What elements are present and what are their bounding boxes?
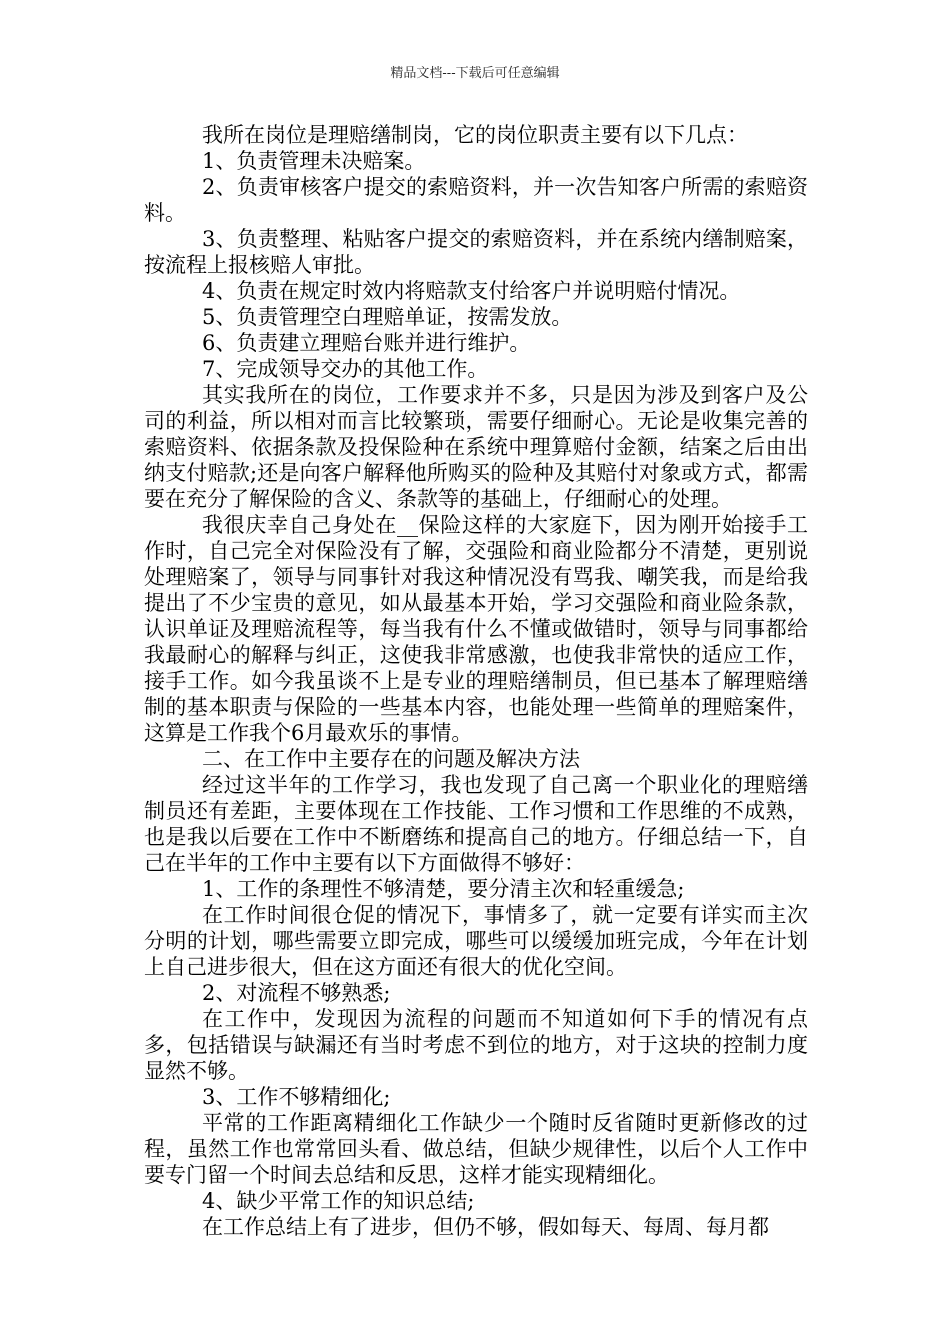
paragraph-duty-6: 6、负责建立理赔台账并进行维护。 [202,331,531,355]
paragraph-duty-5: 5、负责管理空白理赔单证，按需发放。 [202,305,573,329]
problem-item-4: 4、缺少平常工作的知识总结; [202,1189,475,1213]
paragraph-job-nature: 其实我所在的岗位，工作要求并不多，只是因为涉及到客户及公司的利益，所以相对而言比较繁琐，需要仔细耐心。无论是收集完善的索赔资料、依据条款及投保险种在系统中理算赔付金额，结案之后由出纳支付赔款;还是向客户解释他所购买的险种及其赔付对象或方式，都需要在充分了解保险的含义、条款等的基础上，仔细耐心的处理。 [144,383,808,511]
document-body [144,122,808,1240]
problem-detail-3: 平常的工作距离精细化工作缺少一个随时反省随时更新修改的过程，虽然工作也常常回头看、做总结，但缺少规律性，以后个人工作中要专门留一个时间去总结和反思，这样才能实现精细化。 [144,1111,808,1187]
paragraph-gratitude: 我很庆幸自己身处在__保险这样的大家庭下，因为刚开始接手工作时，自己完全对保险没有了解，交强险和商业险都分不清楚，更别说处理赔案了，领导与同事针对我这种情况没有骂我、嘲笑我，而是给我提出了不少宝贵的意见，如从最基本开始，学习交强险和商业险条款，认识单证及理赔流程等，每当我有什么不懂或做错时，领导与同事都给我最耐心的解释与纠正，这使我非常感激，也使我非常快的适应工作，接手工作。如今我虽谈不上是专业的理赔缮制员，但已基本了解理赔缮制的基本职责与保险的一些基本内容，也能处理一些简单的理赔案件，这算是工作我个6月最欢乐的事情。 [144,513,808,745]
section-heading-problems: 二、在工作中主要存在的问题及解决方法 [202,747,580,771]
paragraph-duty-7: 7、完成领导交办的其他工作。 [202,357,489,381]
problem-item-2: 2、对流程不够熟悉; [202,981,391,1005]
paragraph-duty-4: 4、负责在规定时效内将赔款支付给客户并说明赔付情况。 [202,279,741,303]
paragraph-duty-2: 2、负责审核客户提交的索赔资料，并一次告知客户所需的索赔资料。 [144,175,808,225]
problem-item-3: 3、工作不够精细化; [202,1085,391,1109]
page-header: 精品文档---下载后可任意编辑 [390,66,560,81]
problem-item-1: 1、工作的条理性不够清楚，要分清主次和轻重缓急; [202,877,685,901]
paragraph-problems-intro: 经过这半年的工作学习，我也发现了自己离一个职业化的理赔缮制员还有差距，主要体现在工作技能、工作习惯和工作思维的不成熟，也是我以后要在工作中不断磨练和提高自己的地方。仔细总结一下，自己在半年的工作中主要有以下方面做得不够好： [144,773,808,875]
problem-detail-4: 在工作总结上有了进步，但仍不够，假如每天、每周、每月都 [202,1215,769,1239]
problem-detail-2: 在工作中，发现因为流程的问题而不知道如何下手的情况有点多，包括错误与缺漏还有当时考虑不到位的地方，对于这块的控制力度显然不够。 [144,1007,808,1083]
paragraph-duties-intro: 我所在岗位是理赔缮制岗，它的岗位职责主要有以下几点： [202,123,748,147]
paragraph-duty-3: 3、负责整理、粘贴客户提交的索赔资料，并在系统内缮制赔案，按流程上报核赔人审批。 [144,227,808,277]
paragraph-duty-1: 1、负责管理未决赔案。 [202,149,426,173]
problem-detail-1: 在工作时间很仓促的情况下，事情多了，就一定要有详实而主次分明的计划，哪些需要立即完成，哪些可以缓缓加班完成，今年在计划上自己进步很大，但在这方面还有很大的优化空间。 [144,903,808,979]
